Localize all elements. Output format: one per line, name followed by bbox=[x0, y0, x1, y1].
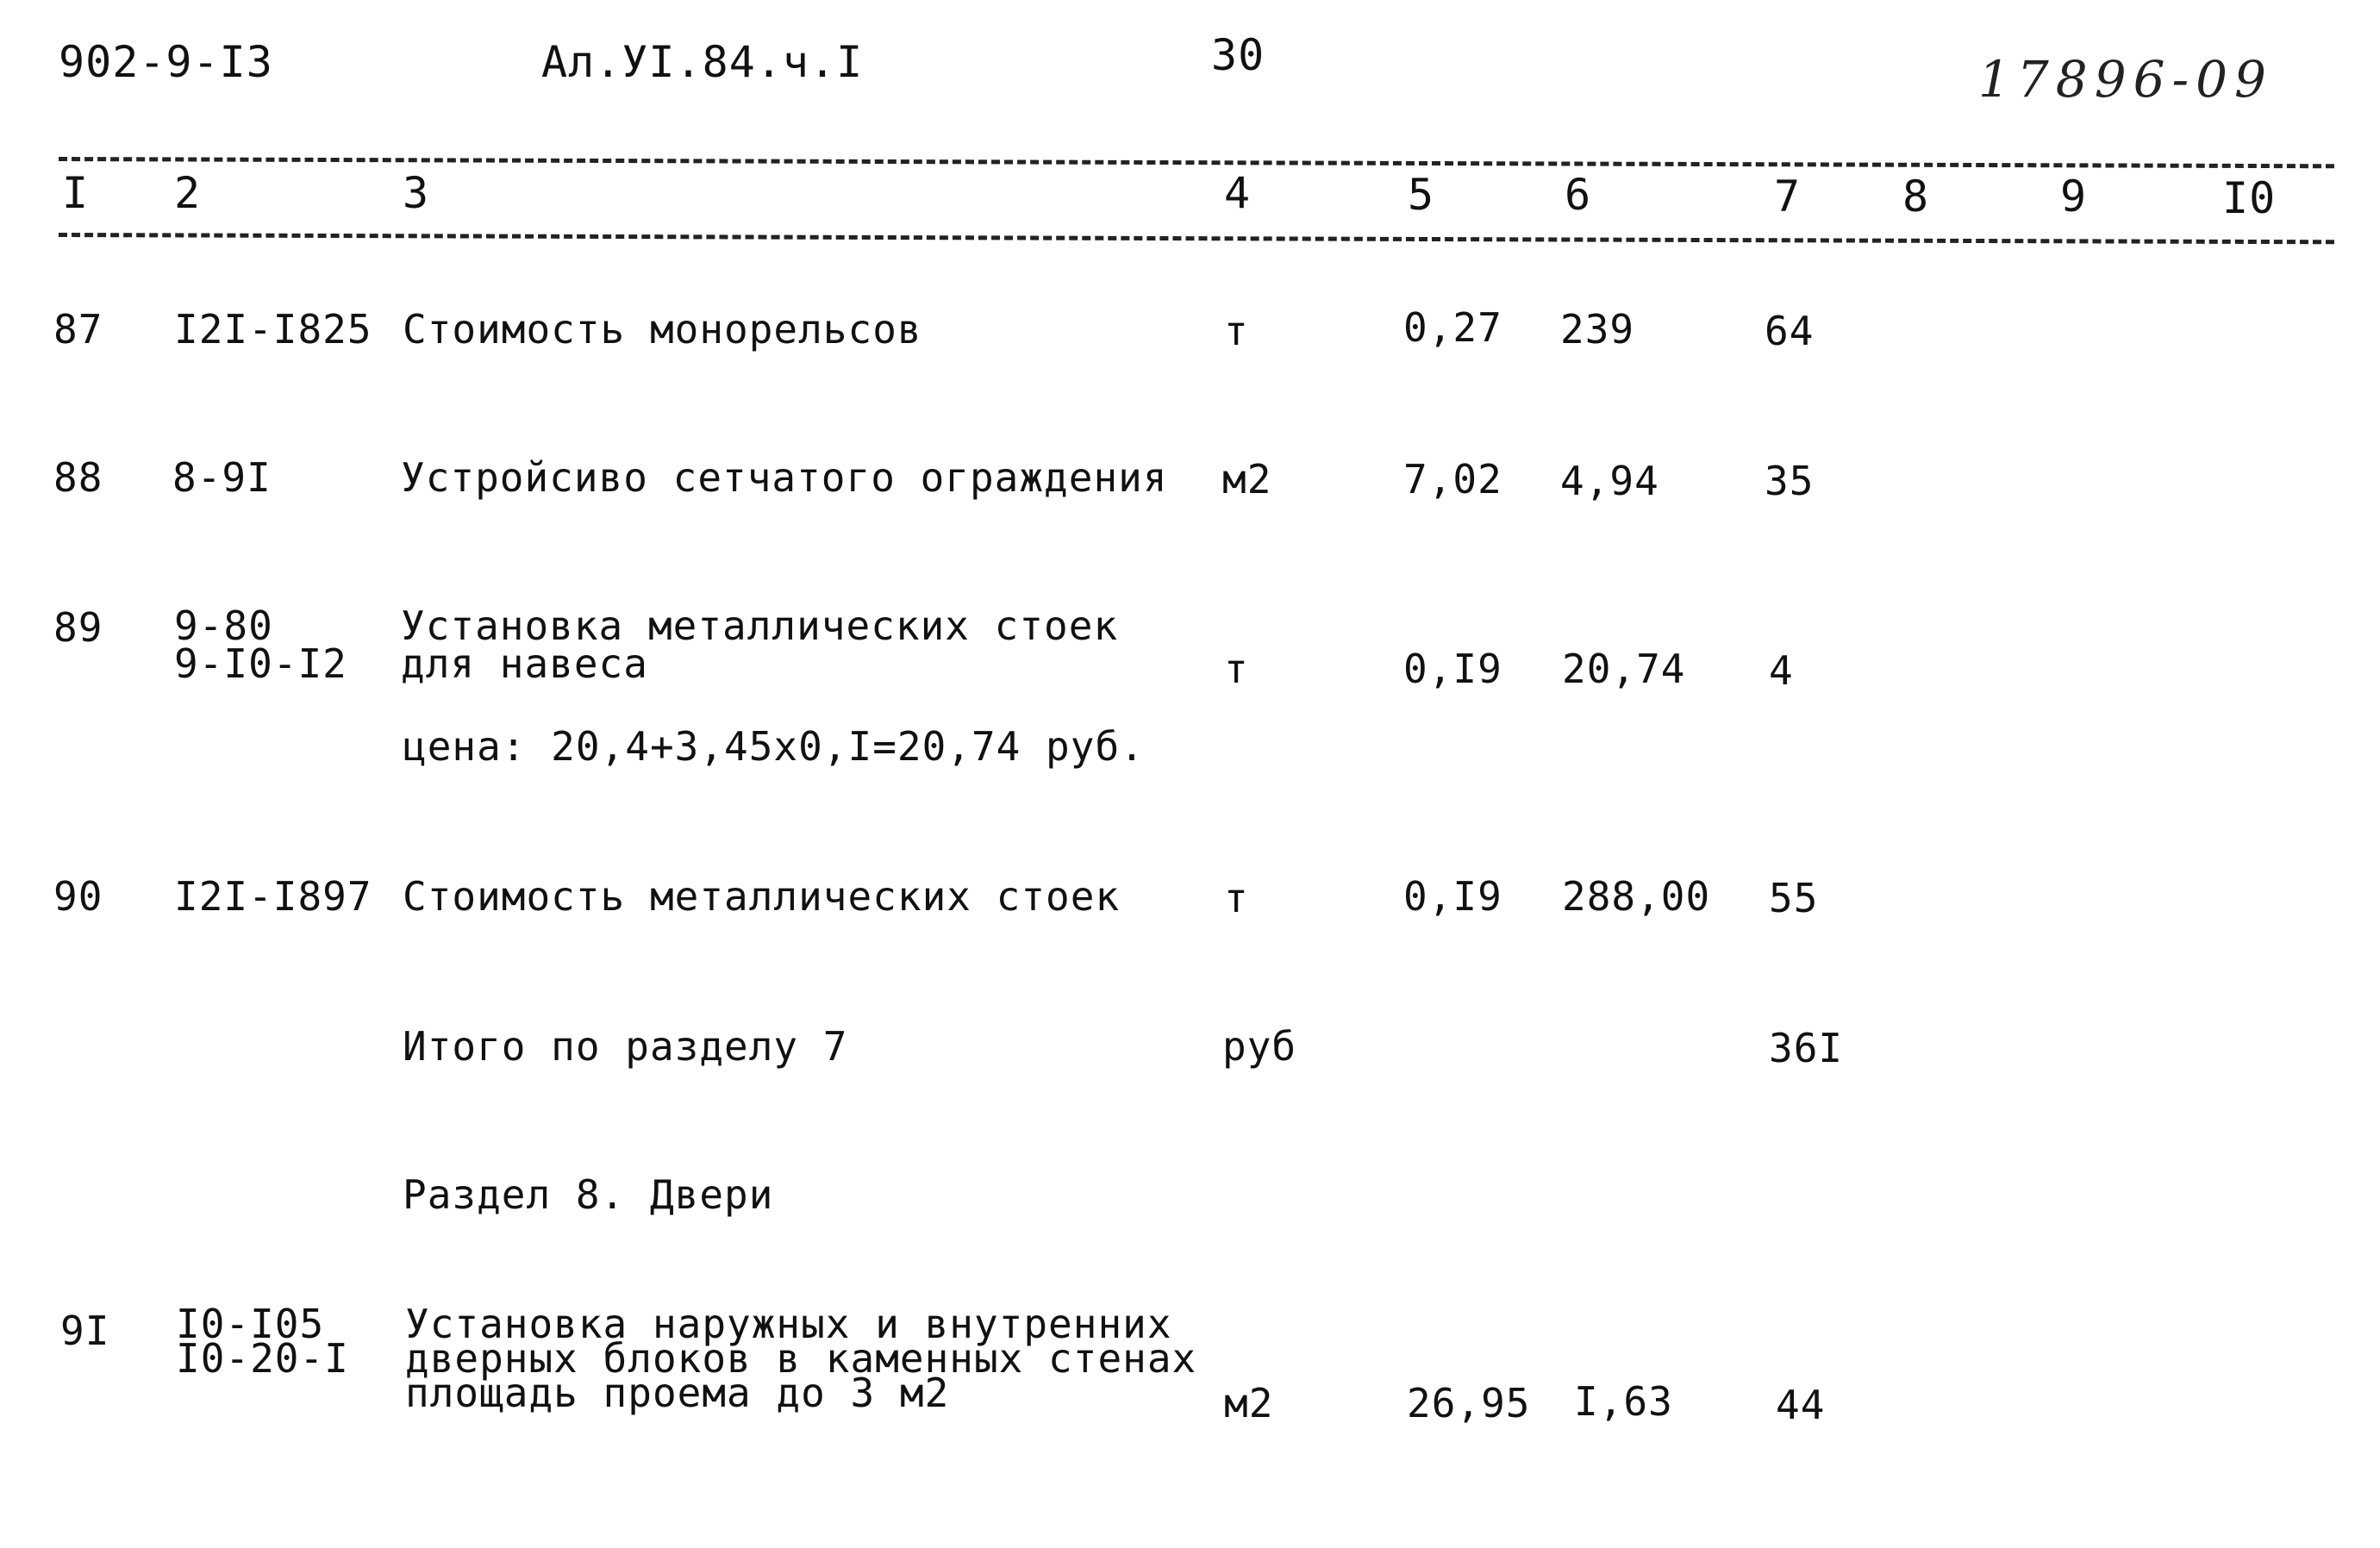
section-heading: Раздел 8. Двери bbox=[403, 1171, 774, 1218]
quantity: 7,02 bbox=[1403, 456, 1502, 502]
album-reference: Ал.УI.84.ч.I bbox=[541, 37, 864, 87]
total: 55 bbox=[1769, 875, 1819, 921]
row-number: 90 bbox=[53, 873, 103, 920]
col-header-2: 2 bbox=[174, 168, 202, 218]
row-number: 9I bbox=[60, 1308, 110, 1354]
unit-price: 4,94 bbox=[1560, 458, 1659, 504]
unit: м2 bbox=[1224, 1380, 1274, 1426]
header-rule-top bbox=[59, 157, 2334, 168]
work-name: Стоимость монорельсов bbox=[403, 306, 922, 353]
unit-price: 20,74 bbox=[1562, 646, 1686, 692]
price-note: цена: 20,4+3,45х0,I=20,74 руб. bbox=[403, 723, 1145, 770]
total: 64 bbox=[1765, 308, 1815, 354]
rate-code: 8-9I bbox=[172, 454, 272, 501]
col-header-10: I0 bbox=[2222, 173, 2277, 223]
work-name: Стоимость металлических стоек bbox=[403, 873, 1121, 920]
col-header-6: 6 bbox=[1565, 170, 1592, 220]
total: 36I bbox=[1769, 1025, 1844, 1071]
work-name-continued: для навеса bbox=[401, 640, 648, 687]
col-header-5: 5 bbox=[1408, 170, 1435, 220]
row-number: 88 bbox=[53, 454, 103, 501]
col-header-3: 3 bbox=[403, 168, 430, 218]
quantity: 0,27 bbox=[1403, 304, 1502, 351]
rate-code: I2I-I825 bbox=[174, 306, 372, 353]
document-code: 902-9-I3 bbox=[59, 37, 273, 87]
row-number: 87 bbox=[53, 306, 103, 353]
unit-price: 288,00 bbox=[1562, 873, 1711, 920]
unit: руб bbox=[1222, 1023, 1297, 1070]
unit: т bbox=[1224, 875, 1249, 921]
rate-code: I0-I05 bbox=[176, 1301, 325, 1347]
col-header-8: 8 bbox=[1902, 172, 1930, 222]
col-header-9: 9 bbox=[2060, 172, 2088, 222]
unit-price: I,63 bbox=[1574, 1378, 1673, 1425]
quantity: 26,95 bbox=[1407, 1380, 1531, 1426]
work-name: Устройсиво сетчатого ограждения bbox=[401, 454, 1168, 501]
col-header-4: 4 bbox=[1224, 168, 1252, 218]
header-rule-bottom bbox=[59, 233, 2334, 244]
quantity: 0,I9 bbox=[1403, 646, 1502, 692]
work-name: Установка наружных и внутренних bbox=[405, 1301, 1172, 1347]
unit: т bbox=[1224, 646, 1249, 692]
rate-code-secondary: 9-I0-I2 bbox=[174, 640, 347, 687]
work-name: Установка металлических стоек bbox=[401, 602, 1119, 649]
total: 35 bbox=[1765, 458, 1815, 504]
unit: т bbox=[1224, 308, 1249, 354]
inventory-stamp: 17896-09 bbox=[1978, 50, 2273, 109]
rate-code: 9-80 bbox=[174, 602, 273, 649]
total: 4 bbox=[1769, 647, 1794, 694]
unit: м2 bbox=[1222, 456, 1272, 502]
rate-code: I2I-I897 bbox=[174, 873, 372, 920]
unit-price: 239 bbox=[1560, 306, 1635, 353]
page-number: 30 bbox=[1211, 30, 1265, 80]
col-header-7: 7 bbox=[1774, 172, 1802, 222]
quantity: 0,I9 bbox=[1403, 873, 1502, 920]
work-name-continued: площадь проема до 3 м2 bbox=[405, 1370, 950, 1416]
rate-code-secondary: I0-20-I bbox=[176, 1335, 349, 1382]
work-name-continued: дверных блоков в каменных стенах bbox=[405, 1335, 1197, 1382]
total: 44 bbox=[1776, 1382, 1826, 1428]
row-number: 89 bbox=[53, 604, 103, 651]
section-total-label: Итого по разделу 7 bbox=[403, 1023, 848, 1070]
col-header-1: I bbox=[62, 168, 90, 218]
